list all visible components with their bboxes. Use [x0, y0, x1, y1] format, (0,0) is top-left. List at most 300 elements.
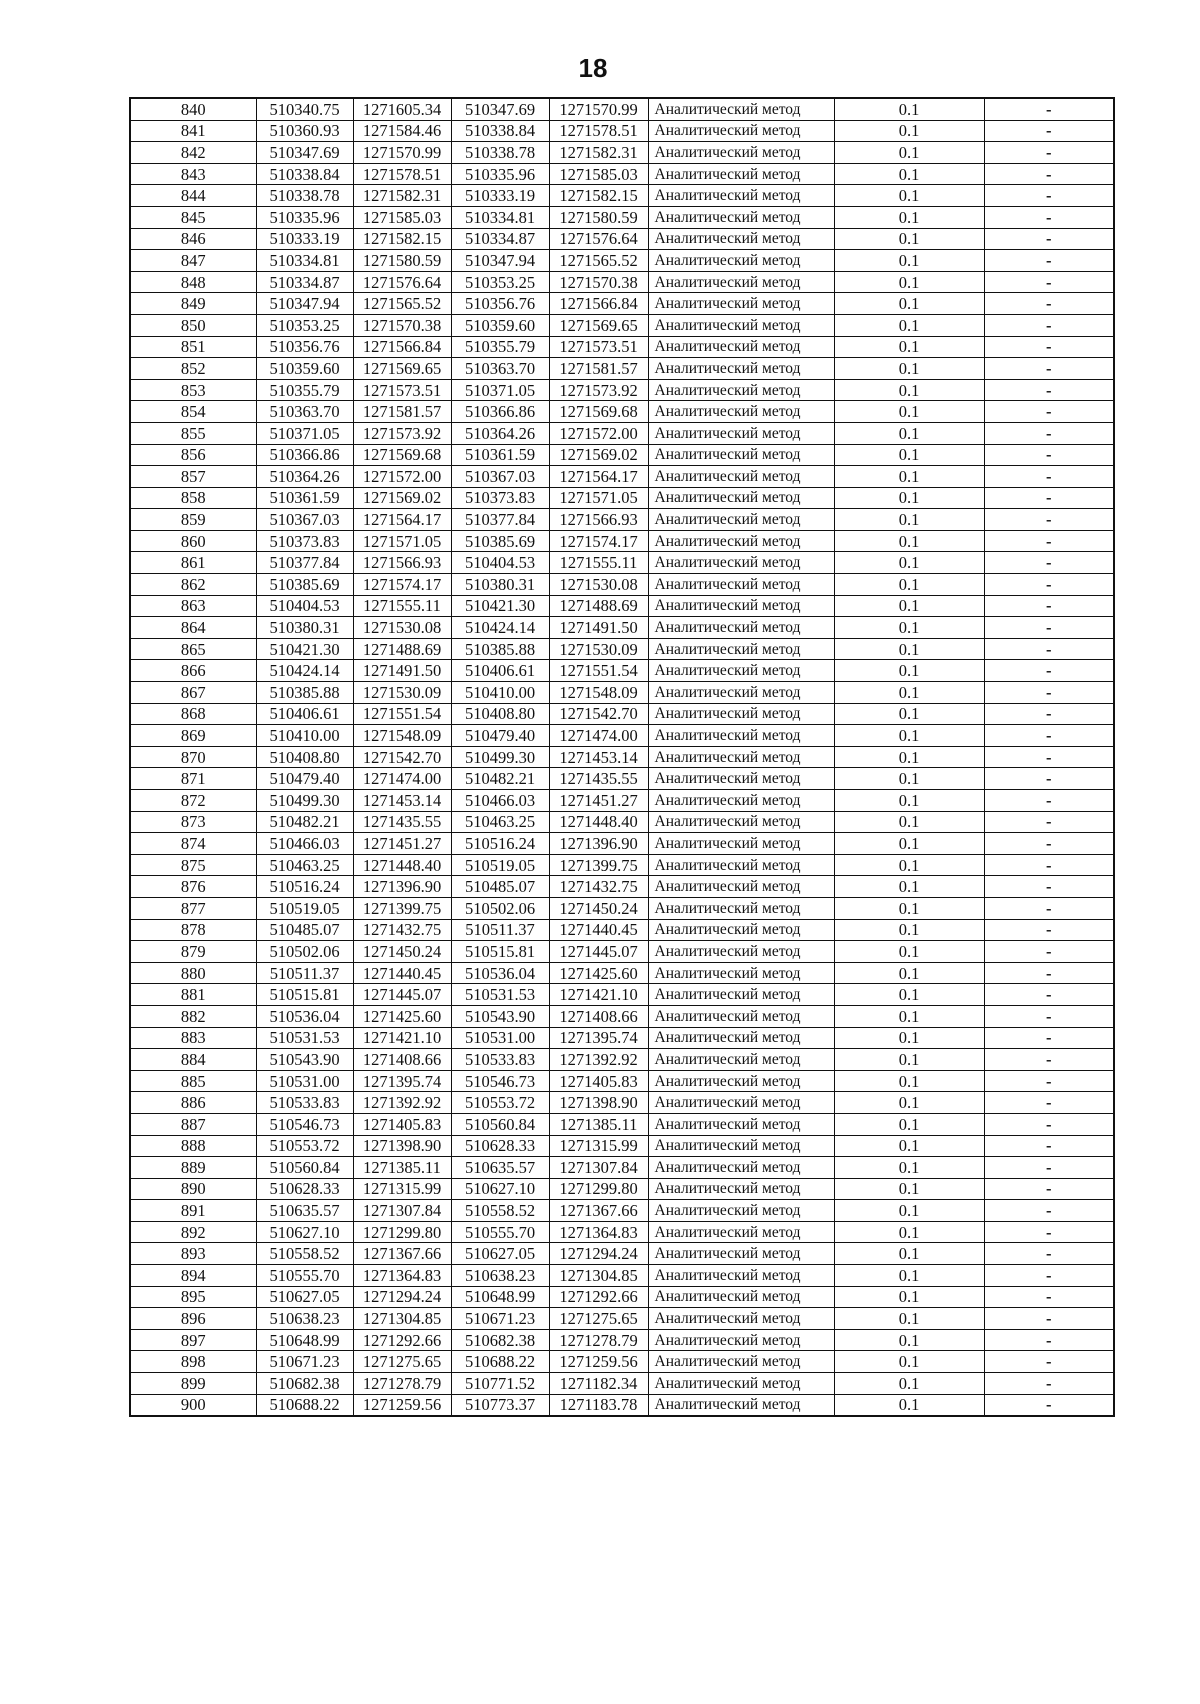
note-cell: - — [984, 897, 1114, 919]
point-number-cell: 886 — [130, 1092, 256, 1114]
x1-cell: 510627.05 — [256, 1286, 353, 1308]
x2-cell: 510371.05 — [451, 379, 549, 401]
x1-cell: 510482.21 — [256, 811, 353, 833]
accuracy-cell: 0.1 — [834, 185, 984, 207]
note-cell: - — [984, 746, 1114, 768]
method-cell: Аналитический метод — [648, 1178, 834, 1200]
y2-cell: 1271440.45 — [549, 919, 648, 941]
y1-cell: 1271367.66 — [353, 1243, 451, 1265]
y1-cell: 1271395.74 — [353, 1070, 451, 1092]
table-row — [130, 962, 1114, 984]
y2-cell: 1271445.07 — [549, 941, 648, 963]
y2-cell: 1271580.59 — [549, 206, 648, 228]
point-number-cell: 868 — [130, 703, 256, 725]
point-number-cell: 848 — [130, 271, 256, 293]
y1-cell: 1271566.93 — [353, 552, 451, 574]
accuracy-cell: 0.1 — [834, 530, 984, 552]
y1-cell: 1271399.75 — [353, 897, 451, 919]
method-cell: Аналитический метод — [648, 1394, 834, 1416]
table-row — [130, 984, 1114, 1006]
note-cell: - — [984, 703, 1114, 725]
y2-cell: 1271566.84 — [549, 293, 648, 315]
note-cell: - — [984, 617, 1114, 639]
method-cell: Аналитический метод — [648, 746, 834, 768]
x2-cell: 510499.30 — [451, 746, 549, 768]
table-row — [130, 444, 1114, 466]
method-cell: Аналитический метод — [648, 919, 834, 941]
table-row — [130, 811, 1114, 833]
y2-cell: 1271421.10 — [549, 984, 648, 1006]
x2-cell: 510347.94 — [451, 250, 549, 272]
method-cell: Аналитический метод — [648, 876, 834, 898]
point-number-cell: 853 — [130, 379, 256, 401]
method-cell: Аналитический метод — [648, 206, 834, 228]
table-row — [130, 1221, 1114, 1243]
y1-cell: 1271275.65 — [353, 1351, 451, 1373]
y2-cell: 1271364.83 — [549, 1221, 648, 1243]
x2-cell: 510363.70 — [451, 358, 549, 380]
method-cell: Аналитический метод — [648, 595, 834, 617]
table-row — [130, 1308, 1114, 1330]
x2-cell: 510353.25 — [451, 271, 549, 293]
y1-cell: 1271569.02 — [353, 487, 451, 509]
y1-cell: 1271491.50 — [353, 660, 451, 682]
x2-cell: 510334.81 — [451, 206, 549, 228]
accuracy-cell: 0.1 — [834, 1178, 984, 1200]
y2-cell: 1271304.85 — [549, 1265, 648, 1287]
x2-cell: 510361.59 — [451, 444, 549, 466]
accuracy-cell: 0.1 — [834, 206, 984, 228]
x2-cell: 510466.03 — [451, 790, 549, 812]
x2-cell: 510366.86 — [451, 401, 549, 423]
table-row — [130, 1200, 1114, 1222]
y1-cell: 1271307.84 — [353, 1200, 451, 1222]
accuracy-cell: 0.1 — [834, 379, 984, 401]
x1-cell: 510353.25 — [256, 314, 353, 336]
accuracy-cell: 0.1 — [834, 1113, 984, 1135]
accuracy-cell: 0.1 — [834, 941, 984, 963]
method-cell: Аналитический метод — [648, 984, 834, 1006]
note-cell: - — [984, 1070, 1114, 1092]
y2-cell: 1271569.65 — [549, 314, 648, 336]
method-cell: Аналитический метод — [648, 1157, 834, 1179]
point-number-cell: 893 — [130, 1243, 256, 1265]
note-cell: - — [984, 811, 1114, 833]
x1-cell: 510347.69 — [256, 142, 353, 164]
point-number-cell: 851 — [130, 336, 256, 358]
y2-cell: 1271474.00 — [549, 725, 648, 747]
note-cell: - — [984, 163, 1114, 185]
y1-cell: 1271576.64 — [353, 271, 451, 293]
y1-cell: 1271564.17 — [353, 509, 451, 531]
accuracy-cell: 0.1 — [834, 746, 984, 768]
x1-cell: 510406.61 — [256, 703, 353, 725]
x2-cell: 510333.19 — [451, 185, 549, 207]
x2-cell: 510533.83 — [451, 1049, 549, 1071]
table-row — [130, 271, 1114, 293]
note-cell: - — [984, 1394, 1114, 1416]
note-cell: - — [984, 530, 1114, 552]
method-cell: Аналитический метод — [648, 833, 834, 855]
x1-cell: 510421.30 — [256, 638, 353, 660]
y1-cell: 1271488.69 — [353, 638, 451, 660]
method-cell: Аналитический метод — [648, 1308, 834, 1330]
accuracy-cell: 0.1 — [834, 574, 984, 596]
note-cell: - — [984, 422, 1114, 444]
x1-cell: 510334.87 — [256, 271, 353, 293]
method-cell: Аналитический метод — [648, 638, 834, 660]
y1-cell: 1271304.85 — [353, 1308, 451, 1330]
y2-cell: 1271367.66 — [549, 1200, 648, 1222]
x1-cell: 510638.23 — [256, 1308, 353, 1330]
y2-cell: 1271582.15 — [549, 185, 648, 207]
x1-cell: 510347.94 — [256, 293, 353, 315]
y1-cell: 1271432.75 — [353, 919, 451, 941]
table-row — [130, 1329, 1114, 1351]
table-row — [130, 1265, 1114, 1287]
y2-cell: 1271399.75 — [549, 854, 648, 876]
x1-cell: 510515.81 — [256, 984, 353, 1006]
y2-cell: 1271542.70 — [549, 703, 648, 725]
y2-cell: 1271259.56 — [549, 1351, 648, 1373]
point-number-cell: 869 — [130, 725, 256, 747]
table-row — [130, 487, 1114, 509]
x2-cell: 510627.05 — [451, 1243, 549, 1265]
y1-cell: 1271392.92 — [353, 1092, 451, 1114]
method-cell: Аналитический метод — [648, 617, 834, 639]
x2-cell: 510380.31 — [451, 574, 549, 596]
x1-cell: 510555.70 — [256, 1265, 353, 1287]
y1-cell: 1271315.99 — [353, 1178, 451, 1200]
x1-cell: 510367.03 — [256, 509, 353, 531]
y2-cell: 1271292.66 — [549, 1286, 648, 1308]
x2-cell: 510516.24 — [451, 833, 549, 855]
method-cell: Аналитический метод — [648, 941, 834, 963]
y2-cell: 1271450.24 — [549, 897, 648, 919]
x1-cell: 510361.59 — [256, 487, 353, 509]
y1-cell: 1271445.07 — [353, 984, 451, 1006]
x2-cell: 510515.81 — [451, 941, 549, 963]
table-row — [130, 314, 1114, 336]
point-number-cell: 864 — [130, 617, 256, 639]
y2-cell: 1271432.75 — [549, 876, 648, 898]
table-row — [130, 466, 1114, 488]
table-row — [130, 185, 1114, 207]
method-cell: Аналитический метод — [648, 293, 834, 315]
y2-cell: 1271530.09 — [549, 638, 648, 660]
method-cell: Аналитический метод — [648, 487, 834, 509]
x1-cell: 510335.96 — [256, 206, 353, 228]
table-row — [130, 206, 1114, 228]
x2-cell: 510338.84 — [451, 120, 549, 142]
point-number-cell: 873 — [130, 811, 256, 833]
table-row — [130, 401, 1114, 423]
method-cell: Аналитический метод — [648, 509, 834, 531]
point-number-cell: 849 — [130, 293, 256, 315]
point-number-cell: 867 — [130, 682, 256, 704]
y1-cell: 1271530.09 — [353, 682, 451, 704]
x1-cell: 510355.79 — [256, 379, 353, 401]
table-row — [130, 876, 1114, 898]
y1-cell: 1271572.00 — [353, 466, 451, 488]
x2-cell: 510385.88 — [451, 638, 549, 660]
x1-cell: 510356.76 — [256, 336, 353, 358]
note-cell: - — [984, 660, 1114, 682]
note-cell: - — [984, 228, 1114, 250]
method-cell: Аналитический метод — [648, 444, 834, 466]
point-number-cell: 846 — [130, 228, 256, 250]
accuracy-cell: 0.1 — [834, 984, 984, 1006]
method-cell: Аналитический метод — [648, 897, 834, 919]
point-number-cell: 872 — [130, 790, 256, 812]
method-cell: Аналитический метод — [648, 768, 834, 790]
accuracy-cell: 0.1 — [834, 617, 984, 639]
y2-cell: 1271278.79 — [549, 1329, 648, 1351]
note-cell: - — [984, 876, 1114, 898]
point-number-cell: 900 — [130, 1394, 256, 1416]
y2-cell: 1271275.65 — [549, 1308, 648, 1330]
table-row — [130, 682, 1114, 704]
y2-cell: 1271569.02 — [549, 444, 648, 466]
method-cell: Аналитический метод — [648, 1092, 834, 1114]
y2-cell: 1271571.05 — [549, 487, 648, 509]
method-cell: Аналитический метод — [648, 163, 834, 185]
x1-cell: 510511.37 — [256, 962, 353, 984]
y2-cell: 1271395.74 — [549, 1027, 648, 1049]
accuracy-cell: 0.1 — [834, 1070, 984, 1092]
y2-cell: 1271570.38 — [549, 271, 648, 293]
table-row — [130, 552, 1114, 574]
table-row — [130, 293, 1114, 315]
method-cell: Аналитический метод — [648, 660, 834, 682]
table-row — [130, 617, 1114, 639]
y2-cell: 1271576.64 — [549, 228, 648, 250]
accuracy-cell: 0.1 — [834, 444, 984, 466]
note-cell: - — [984, 185, 1114, 207]
accuracy-cell: 0.1 — [834, 833, 984, 855]
accuracy-cell: 0.1 — [834, 1265, 984, 1287]
note-cell: - — [984, 768, 1114, 790]
method-cell: Аналитический метод — [648, 725, 834, 747]
x2-cell: 510356.76 — [451, 293, 549, 315]
y1-cell: 1271570.38 — [353, 314, 451, 336]
y1-cell: 1271408.66 — [353, 1049, 451, 1071]
note-cell: - — [984, 271, 1114, 293]
y2-cell: 1271573.92 — [549, 379, 648, 401]
y2-cell: 1271398.90 — [549, 1092, 648, 1114]
y2-cell: 1271294.24 — [549, 1243, 648, 1265]
x2-cell: 510635.57 — [451, 1157, 549, 1179]
table-row — [130, 595, 1114, 617]
point-number-cell: 890 — [130, 1178, 256, 1200]
y2-cell: 1271435.55 — [549, 768, 648, 790]
y2-cell: 1271392.92 — [549, 1049, 648, 1071]
x1-cell: 510385.88 — [256, 682, 353, 704]
y2-cell: 1271448.40 — [549, 811, 648, 833]
note-cell: - — [984, 444, 1114, 466]
accuracy-cell: 0.1 — [834, 638, 984, 660]
y1-cell: 1271292.66 — [353, 1329, 451, 1351]
y1-cell: 1271571.05 — [353, 530, 451, 552]
y2-cell: 1271573.51 — [549, 336, 648, 358]
point-number-cell: 887 — [130, 1113, 256, 1135]
method-cell: Аналитический метод — [648, 314, 834, 336]
point-number-cell: 850 — [130, 314, 256, 336]
x1-cell: 510463.25 — [256, 854, 353, 876]
point-number-cell: 891 — [130, 1200, 256, 1222]
x1-cell: 510648.99 — [256, 1329, 353, 1351]
table-row — [130, 1394, 1114, 1416]
accuracy-cell: 0.1 — [834, 336, 984, 358]
point-number-cell: 841 — [130, 120, 256, 142]
point-number-cell: 881 — [130, 984, 256, 1006]
method-cell: Аналитический метод — [648, 271, 834, 293]
accuracy-cell: 0.1 — [834, 120, 984, 142]
point-number-cell: 885 — [130, 1070, 256, 1092]
accuracy-cell: 0.1 — [834, 1200, 984, 1222]
method-cell: Аналитический метод — [648, 422, 834, 444]
x1-cell: 510334.81 — [256, 250, 353, 272]
method-cell: Аналитический метод — [648, 1135, 834, 1157]
table-row — [130, 379, 1114, 401]
y1-cell: 1271542.70 — [353, 746, 451, 768]
point-number-cell: 876 — [130, 876, 256, 898]
x2-cell: 510424.14 — [451, 617, 549, 639]
x2-cell: 510511.37 — [451, 919, 549, 941]
point-number-cell: 840 — [130, 98, 256, 120]
point-number-cell: 862 — [130, 574, 256, 596]
method-cell: Аналитический метод — [648, 401, 834, 423]
table-row — [130, 768, 1114, 790]
y2-cell: 1271408.66 — [549, 1005, 648, 1027]
x1-cell: 510499.30 — [256, 790, 353, 812]
y1-cell: 1271405.83 — [353, 1113, 451, 1135]
accuracy-cell: 0.1 — [834, 1329, 984, 1351]
accuracy-cell: 0.1 — [834, 682, 984, 704]
y1-cell: 1271569.65 — [353, 358, 451, 380]
accuracy-cell: 0.1 — [834, 250, 984, 272]
note-cell: - — [984, 120, 1114, 142]
x2-cell: 510648.99 — [451, 1286, 549, 1308]
point-number-cell: 870 — [130, 746, 256, 768]
y1-cell: 1271582.15 — [353, 228, 451, 250]
point-number-cell: 858 — [130, 487, 256, 509]
x2-cell: 510385.69 — [451, 530, 549, 552]
point-number-cell: 856 — [130, 444, 256, 466]
x1-cell: 510424.14 — [256, 660, 353, 682]
y1-cell: 1271584.46 — [353, 120, 451, 142]
y1-cell: 1271569.68 — [353, 444, 451, 466]
x2-cell: 510373.83 — [451, 487, 549, 509]
x2-cell: 510347.69 — [451, 98, 549, 120]
y1-cell: 1271450.24 — [353, 941, 451, 963]
x2-cell: 510560.84 — [451, 1113, 549, 1135]
table-row — [130, 1243, 1114, 1265]
point-number-cell: 859 — [130, 509, 256, 531]
x1-cell: 510363.70 — [256, 401, 353, 423]
y2-cell: 1271564.17 — [549, 466, 648, 488]
y1-cell: 1271578.51 — [353, 163, 451, 185]
point-number-cell: 855 — [130, 422, 256, 444]
x1-cell: 510338.84 — [256, 163, 353, 185]
accuracy-cell: 0.1 — [834, 228, 984, 250]
table-row — [130, 1373, 1114, 1395]
y1-cell: 1271299.80 — [353, 1221, 451, 1243]
table-row — [130, 422, 1114, 444]
x1-cell: 510380.31 — [256, 617, 353, 639]
method-cell: Аналитический метод — [648, 1221, 834, 1243]
y1-cell: 1271259.56 — [353, 1394, 451, 1416]
method-cell: Аналитический метод — [648, 552, 834, 574]
table-row — [130, 336, 1114, 358]
method-cell: Аналитический метод — [648, 142, 834, 164]
table-row — [130, 1049, 1114, 1071]
x1-cell: 510377.84 — [256, 552, 353, 574]
point-number-cell: 865 — [130, 638, 256, 660]
method-cell: Аналитический метод — [648, 98, 834, 120]
x2-cell: 510482.21 — [451, 768, 549, 790]
note-cell: - — [984, 552, 1114, 574]
note-cell: - — [984, 206, 1114, 228]
x1-cell: 510360.93 — [256, 120, 353, 142]
x2-cell: 510335.96 — [451, 163, 549, 185]
y1-cell: 1271474.00 — [353, 768, 451, 790]
method-cell: Аналитический метод — [648, 682, 834, 704]
y1-cell: 1271440.45 — [353, 962, 451, 984]
y1-cell: 1271582.31 — [353, 185, 451, 207]
y1-cell: 1271385.11 — [353, 1157, 451, 1179]
accuracy-cell: 0.1 — [834, 919, 984, 941]
table-row — [130, 98, 1114, 120]
x1-cell: 510553.72 — [256, 1135, 353, 1157]
note-cell: - — [984, 1092, 1114, 1114]
y2-cell: 1271453.14 — [549, 746, 648, 768]
accuracy-cell: 0.1 — [834, 1243, 984, 1265]
note-cell: - — [984, 1373, 1114, 1395]
x1-cell: 510340.75 — [256, 98, 353, 120]
accuracy-cell: 0.1 — [834, 422, 984, 444]
x2-cell: 510558.52 — [451, 1200, 549, 1222]
y1-cell: 1271425.60 — [353, 1005, 451, 1027]
y1-cell: 1271435.55 — [353, 811, 451, 833]
x2-cell: 510463.25 — [451, 811, 549, 833]
y2-cell: 1271315.99 — [549, 1135, 648, 1157]
x2-cell: 510406.61 — [451, 660, 549, 682]
x2-cell: 510364.26 — [451, 422, 549, 444]
accuracy-cell: 0.1 — [834, 811, 984, 833]
y2-cell: 1271565.52 — [549, 250, 648, 272]
y2-cell: 1271182.34 — [549, 1373, 648, 1395]
method-cell: Аналитический метод — [648, 1329, 834, 1351]
y1-cell: 1271294.24 — [353, 1286, 451, 1308]
x1-cell: 510682.38 — [256, 1373, 353, 1395]
accuracy-cell: 0.1 — [834, 487, 984, 509]
y2-cell: 1271572.00 — [549, 422, 648, 444]
y2-cell: 1271581.57 — [549, 358, 648, 380]
method-cell: Аналитический метод — [648, 530, 834, 552]
point-number-cell: 896 — [130, 1308, 256, 1330]
x1-cell: 510627.10 — [256, 1221, 353, 1243]
accuracy-cell: 0.1 — [834, 660, 984, 682]
y1-cell: 1271581.57 — [353, 401, 451, 423]
x2-cell: 510773.37 — [451, 1394, 549, 1416]
accuracy-cell: 0.1 — [834, 509, 984, 531]
x1-cell: 510536.04 — [256, 1005, 353, 1027]
y1-cell: 1271364.83 — [353, 1265, 451, 1287]
y2-cell: 1271570.99 — [549, 98, 648, 120]
y1-cell: 1271421.10 — [353, 1027, 451, 1049]
method-cell: Аналитический метод — [648, 811, 834, 833]
